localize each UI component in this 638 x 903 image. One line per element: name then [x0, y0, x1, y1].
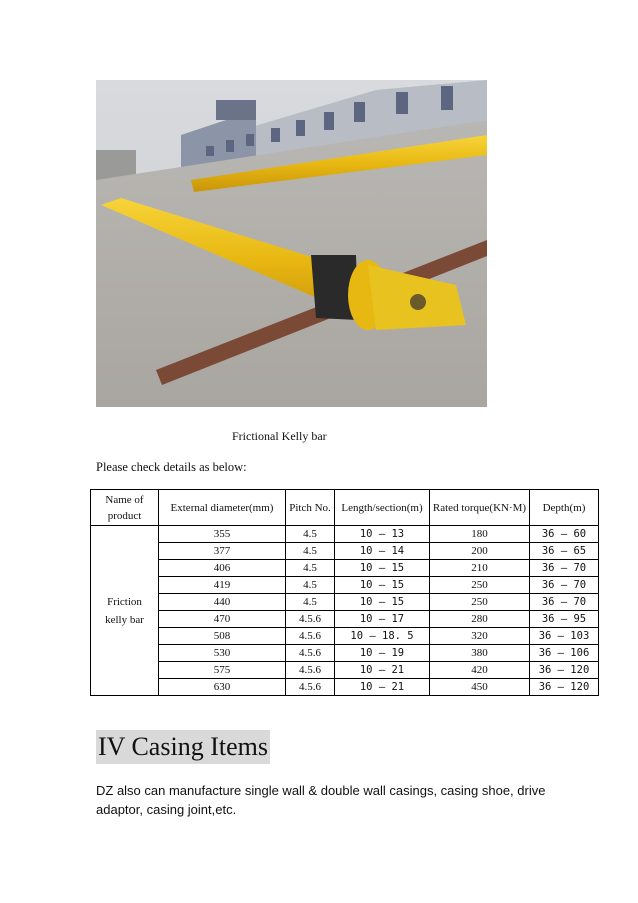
- table-row: [91, 594, 599, 611]
- intro-text: Please check details as below:: [96, 460, 247, 474]
- cell-pitch: 4.5: [286, 526, 335, 543]
- cell-pitch: 4.5.6: [286, 628, 335, 645]
- cell-pitch: 4.5: [286, 594, 335, 611]
- cell-pitch: 4.5.6: [286, 662, 335, 679]
- table-header-row: [91, 490, 599, 526]
- table-row: [91, 679, 599, 696]
- table-row: [91, 560, 599, 577]
- table-row: [91, 645, 599, 662]
- cell-length: 10 – 13: [335, 526, 430, 543]
- cell-torque: 200: [430, 543, 530, 560]
- cell-torque: 450: [430, 679, 530, 696]
- cell-length: 10 – 21: [335, 679, 430, 696]
- cell-length: 10 – 15: [335, 577, 430, 594]
- spec-table: [90, 489, 599, 696]
- cell-depth: 36 – 65: [530, 543, 599, 560]
- col-header-length: Length/section(m): [335, 490, 430, 526]
- cell-diameter: 355: [159, 526, 286, 543]
- table-row: [91, 662, 599, 679]
- col-header-torque: Rated torque(KN·M): [430, 490, 530, 526]
- cell-diameter: 377: [159, 543, 286, 560]
- col-header-diameter: External diameter(mm): [159, 490, 286, 526]
- table-row: [91, 628, 599, 645]
- cell-length: 10 – 19: [335, 645, 430, 662]
- cell-torque: 180: [430, 526, 530, 543]
- col-header-depth: Depth(m): [530, 490, 599, 526]
- cell-diameter: 440: [159, 594, 286, 611]
- cell-depth: 36 – 95: [530, 611, 599, 628]
- table-row: [91, 543, 599, 560]
- cell-pitch: 4.5.6: [286, 645, 335, 662]
- cell-torque: 250: [430, 577, 530, 594]
- cell-torque: 280: [430, 611, 530, 628]
- cell-diameter: 575: [159, 662, 286, 679]
- cell-length: 10 – 15: [335, 560, 430, 577]
- cell-depth: 36 – 70: [530, 594, 599, 611]
- col-header-pitch: Pitch No.: [286, 490, 335, 526]
- section-body: DZ also can manufacture single wall & double wall casings, casing shoe, drive adaptor, casing joint,etc.: [96, 783, 546, 817]
- table-row: [91, 577, 599, 594]
- cell-pitch: 4.5.6: [286, 679, 335, 696]
- cell-pitch: 4.5: [286, 560, 335, 577]
- cell-diameter: 406: [159, 560, 286, 577]
- cell-depth: 36 – 70: [530, 577, 599, 594]
- kelly-bar-photo: [96, 80, 487, 407]
- product-name-cell: Friction kelly bar: [91, 526, 159, 696]
- cell-diameter: 630: [159, 679, 286, 696]
- cell-depth: 36 – 103: [530, 628, 599, 645]
- cell-depth: 36 – 120: [530, 662, 599, 679]
- cell-diameter: 530: [159, 645, 286, 662]
- table-row: [91, 611, 599, 628]
- cell-diameter: 470: [159, 611, 286, 628]
- cell-length: 10 – 21: [335, 662, 430, 679]
- cell-torque: 250: [430, 594, 530, 611]
- cell-length: 10 – 17: [335, 611, 430, 628]
- col-header-name: Name of product: [91, 490, 159, 526]
- table-row: [91, 526, 599, 543]
- cell-length: 10 – 15: [335, 594, 430, 611]
- cell-depth: 36 – 60: [530, 526, 599, 543]
- cell-diameter: 508: [159, 628, 286, 645]
- cell-torque: 210: [430, 560, 530, 577]
- cell-depth: 36 – 120: [530, 679, 599, 696]
- cell-torque: 420: [430, 662, 530, 679]
- cell-length: 10 – 18. 5: [335, 628, 430, 645]
- section-heading: IV Casing Items: [96, 730, 270, 764]
- cell-length: 10 – 14: [335, 543, 430, 560]
- cell-depth: 36 – 106: [530, 645, 599, 662]
- cell-pitch: 4.5: [286, 577, 335, 594]
- cell-pitch: 4.5: [286, 543, 335, 560]
- cell-depth: 36 – 70: [530, 560, 599, 577]
- cell-torque: 380: [430, 645, 530, 662]
- cell-diameter: 419: [159, 577, 286, 594]
- cell-pitch: 4.5.6: [286, 611, 335, 628]
- cell-torque: 320: [430, 628, 530, 645]
